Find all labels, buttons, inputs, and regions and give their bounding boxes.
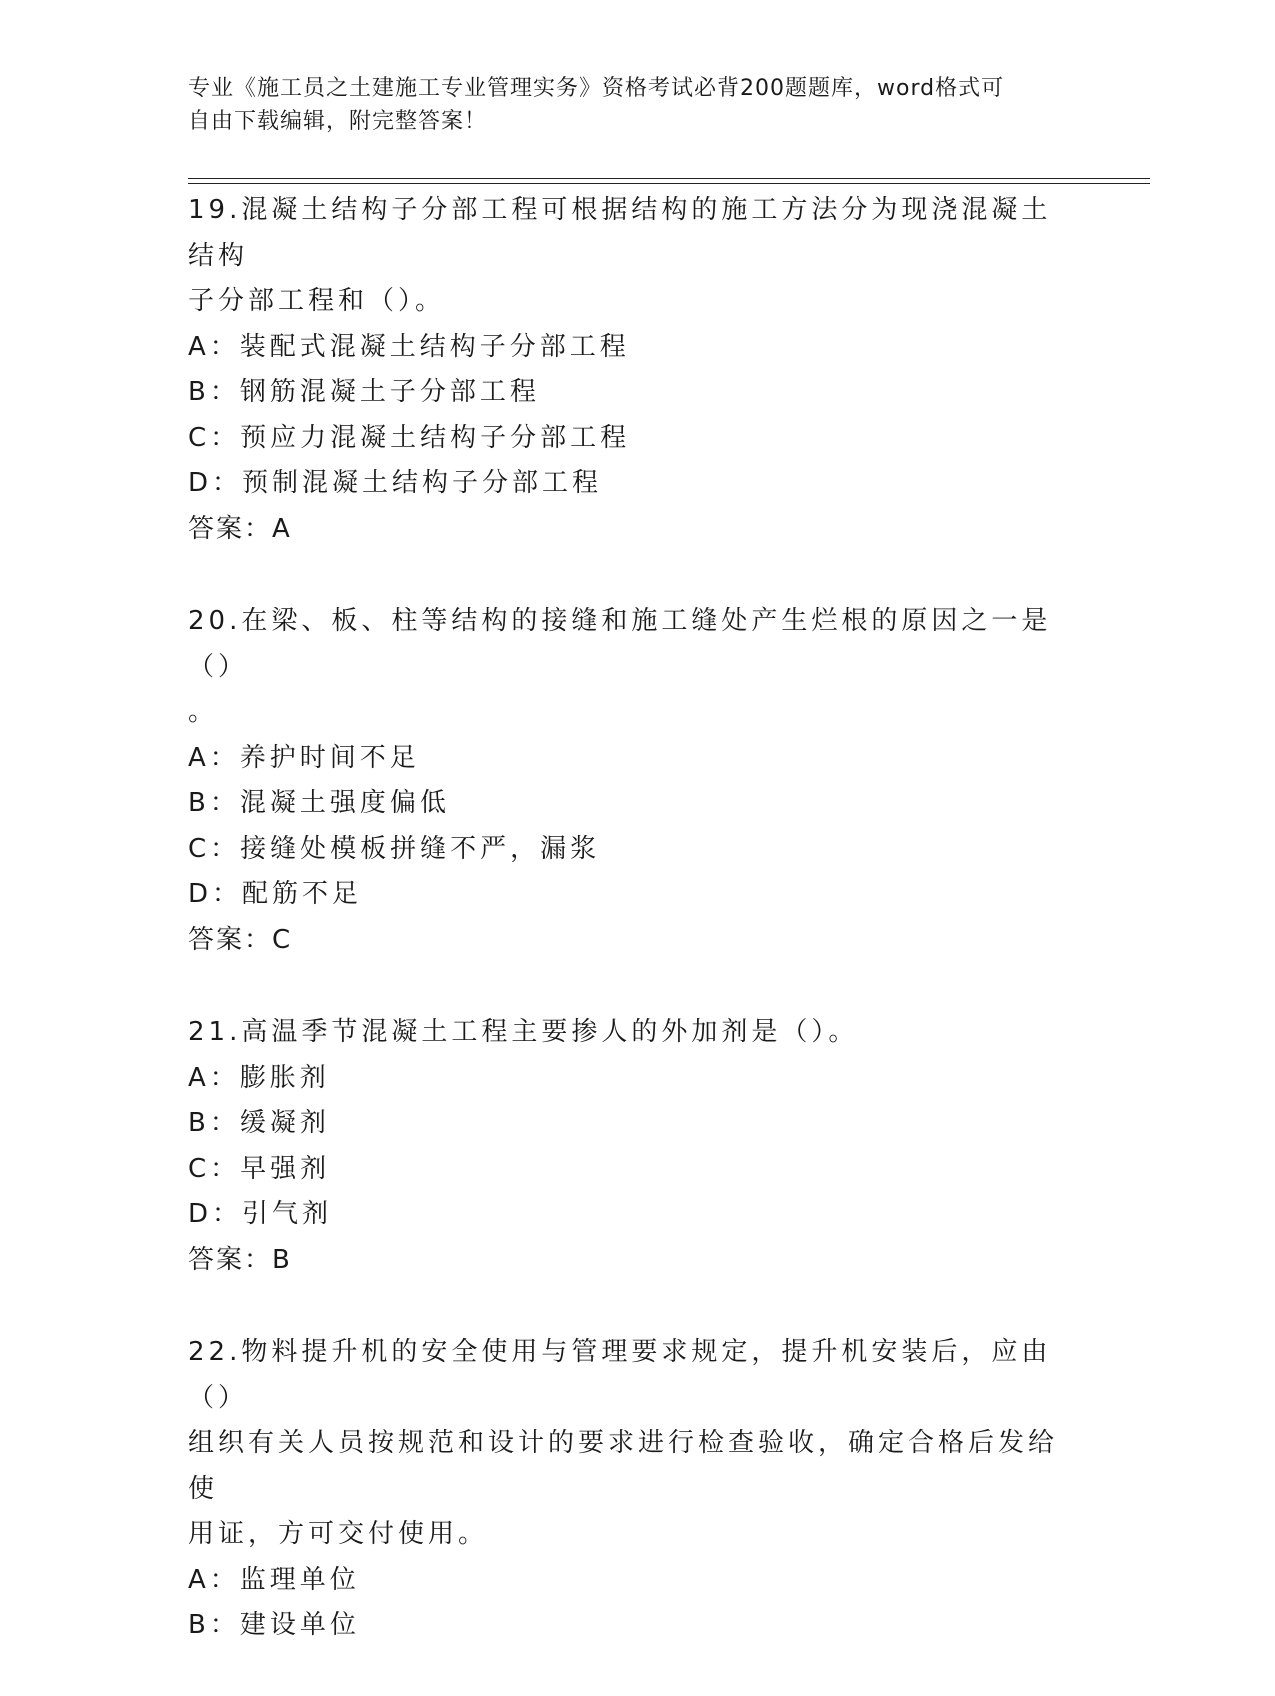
question-stem-line: 子分部工程和（）。 (188, 286, 446, 316)
option-b: B：混凝土强度偏低 (188, 788, 450, 818)
option-a: A：膨胀剂 (188, 1062, 330, 1093)
option-c: C：早强剂 (188, 1153, 331, 1184)
answer-value: B (272, 1244, 292, 1275)
option-b: B：缓凝剂 (188, 1108, 330, 1138)
option-c: C：预应力混凝土结构子分部工程 (188, 422, 631, 453)
question-stem-line: 19.混凝土结构子分部工程可根据结构的施工方法分为现浇混凝土结构 (188, 195, 1052, 271)
header-line-1: 专业《施工员之土建施工专业管理实务》资格考试必背200题题库，word格式可 (188, 76, 1005, 101)
option-d: D：预制混凝土结构子分部工程 (188, 468, 603, 498)
answer-label: 答案： (188, 513, 273, 544)
header-divider-bottom (188, 183, 1150, 184)
header-line-2: 自由下载编辑，附完整答案！ (188, 109, 488, 134)
option-b: B：钢筋混凝土子分部工程 (188, 377, 540, 407)
answer-value: A (272, 513, 292, 544)
answer-value: C (272, 924, 293, 955)
question-stem-line: 22.物料提升机的安全使用与管理要求规定，提升机安装后，应由（） (188, 1337, 1052, 1413)
question-stem-line: 21.高温季节混凝土工程主要掺人的外加剂是（）。 (188, 1017, 859, 1047)
document-header (188, 72, 1068, 138)
question-20 (188, 599, 1078, 963)
answer-label: 答案： (188, 1244, 273, 1275)
question-22 (188, 1330, 1078, 1649)
question-19 (188, 188, 1078, 552)
question-list (188, 188, 1078, 1696)
option-c: C：接缝处模板拼缝不严，漏浆 (188, 833, 601, 864)
question-stem-line: 用证，方可交付使用。 (188, 1519, 489, 1549)
answer-line (188, 507, 1078, 553)
question-21 (188, 1010, 1078, 1283)
option-d: D：引气剂 (188, 1199, 333, 1229)
option-a: A：养护时间不足 (188, 742, 420, 773)
answer-line (188, 918, 1078, 964)
option-b: B：建设单位 (188, 1610, 360, 1640)
answer-label: 答案： (188, 924, 273, 955)
option-d: D：配筋不足 (188, 879, 363, 909)
header-divider-top (188, 178, 1150, 179)
option-a: A：装配式混凝土结构子分部工程 (188, 331, 630, 362)
option-a: A：监理单位 (188, 1564, 360, 1595)
question-stem-line: 20.在梁、板、柱等结构的接缝和施工缝处产生烂根的原因之一是（） (188, 606, 1052, 682)
question-stem-line: 组织有关人员按规范和设计的要求进行检查验收，确定合格后发给使 (188, 1428, 1059, 1504)
answer-line (188, 1238, 1078, 1284)
question-stem-line: 。 (188, 697, 219, 727)
